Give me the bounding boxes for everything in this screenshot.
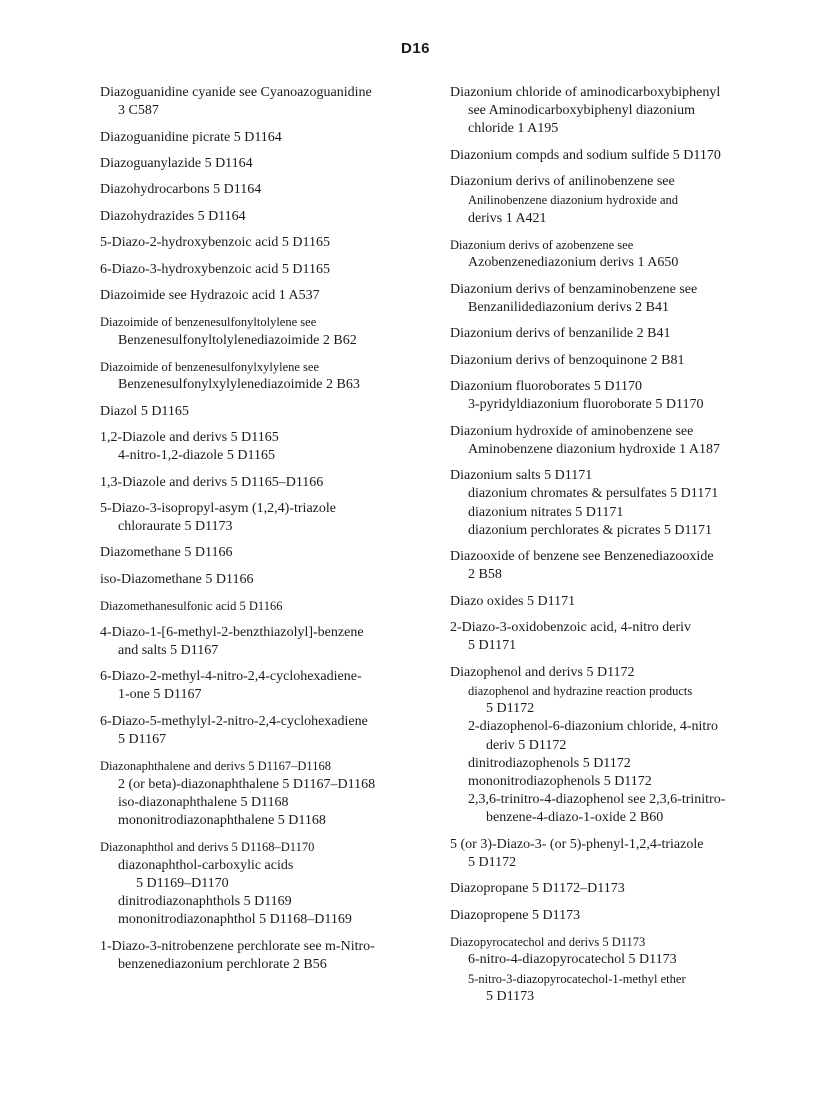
entry-subline: 5-nitro-3-diazopyrocatechol-1-methyl ether	[468, 971, 686, 986]
entry-heading: Diazopyrocatechol and derivs 5 D1173	[450, 935, 646, 950]
entry-heading: Diazohydrazides 5 D1164	[100, 208, 246, 224]
entry-subline: iso-diazonaphthalene 5 D1168	[118, 794, 289, 810]
index-entry	[100, 624, 420, 660]
entry-subline: diazonium chromates & persulfates 5 D1171	[468, 486, 719, 502]
entry-subline: 6-nitro-4-diazopyrocatechol 5 D1173	[468, 952, 677, 968]
entry-heading: Diazonium fluoroborates 5 D1170	[450, 378, 642, 394]
entry-heading: 4-Diazo-1-[6-methyl-2-benzthiazolyl]-benzene	[100, 624, 364, 640]
entry-heading: 2-Diazo-3-oxidobenzoic acid, 4-nitro deriv	[450, 620, 692, 636]
entry-subline: 4-nitro-1,2-diazole 5 D1165	[118, 448, 275, 464]
index-entry	[100, 181, 420, 199]
index-entry	[450, 880, 780, 898]
entry-subline: Benzenesulfonyltolylenediazoimide 2 B62	[118, 332, 357, 348]
index-entry	[100, 429, 420, 465]
index-entry	[450, 933, 780, 1006]
entry-subline: 2-diazophenol-6-diazonium chloride, 4-nitro	[468, 719, 718, 735]
index-entry	[450, 907, 780, 925]
index-entry	[450, 378, 780, 414]
entry-subline: 3 C587	[118, 103, 159, 119]
entry-heading: 5-Diazo-3-isopropyl-asym (1,2,4)-triazole	[100, 500, 336, 516]
entry-subline: benzene-4-diazo-1-oxide 2 B60	[486, 810, 664, 826]
right-column	[450, 84, 780, 1014]
entry-subline: mononitrodiazophenols 5 D1172	[468, 773, 652, 789]
entry-heading: 1,2-Diazole and derivs 5 D1165	[100, 429, 279, 445]
entry-heading: Diazonium derivs of anilinobenzene see	[450, 174, 675, 190]
index-entry	[450, 548, 780, 584]
entry-subline: dinitrodiazonaphthols 5 D1169	[118, 894, 292, 910]
index-entry	[450, 664, 780, 828]
entry-heading: Diazopropene 5 D1173	[450, 907, 581, 923]
index-entry	[450, 173, 780, 228]
entry-heading: Diazonium derivs of benzaminobenzene see	[450, 281, 698, 297]
entry-subline: Benzanilidediazonium derivs 2 B41	[468, 299, 670, 315]
entry-heading: Diazonium chloride of aminodicarboxybiphenyl	[450, 85, 721, 100]
entry-heading: Diazoguanidine cyanide see Cyanoazoguanidine	[100, 85, 372, 100]
entry-heading: Diazonium derivs of benzoquinone 2 B81	[450, 352, 685, 368]
index-entry	[100, 500, 420, 536]
index-entry	[100, 261, 420, 279]
index-entry	[450, 593, 780, 611]
entry-heading: Diazoimide of benzenesulfonylxylylene see	[100, 359, 320, 374]
index-entry	[100, 129, 420, 147]
index-entry	[100, 403, 420, 421]
entry-subline: and salts 5 D1167	[118, 642, 219, 658]
index-entry	[450, 84, 780, 139]
entry-subline: Benzenesulfonylxylylenediazoimide 2 B63	[118, 377, 360, 393]
index-entry	[100, 208, 420, 226]
entry-heading: Diazoguanylazide 5 D1164	[100, 155, 253, 171]
index-entry	[450, 836, 780, 872]
entry-subline: dinitrodiazophenols 5 D1172	[468, 755, 631, 771]
index-entry	[100, 155, 420, 173]
entry-subline: 5 D1172	[486, 701, 535, 717]
entry-subline: chloraurate 5 D1173	[118, 519, 233, 535]
entry-heading: 6-Diazo-3-hydroxybenzoic acid 5 D1165	[100, 261, 331, 277]
index-entry	[450, 467, 780, 540]
entry-heading: iso-Diazomethane 5 D1166	[100, 571, 254, 587]
index-entry	[100, 668, 420, 704]
entry-heading: Diazonium hydroxide of aminobenzene see	[450, 423, 694, 439]
entry-subline: 2 (or beta)-diazonaphthalene 5 D1167–D1168	[118, 776, 376, 792]
entry-heading: Diazooxide of benzene see Benzenediazooxide	[450, 549, 714, 565]
entry-heading: 1-Diazo-3-nitrobenzene perchlorate see m-Nitro-	[100, 938, 375, 954]
entry-subline: see Aminodicarboxybiphenyl diazonium	[468, 103, 696, 119]
entry-heading: Diazopropane 5 D1172–D1173	[450, 881, 625, 897]
index-entry	[100, 358, 420, 394]
entry-heading: Diazonaphthol and derivs 5 D1168–D1170	[100, 840, 315, 855]
index-entry	[450, 325, 780, 343]
entry-subline: Azobenzenediazonium derivs 1 A650	[468, 255, 679, 271]
index-entry	[100, 713, 420, 749]
entry-heading: 6-Diazo-2-methyl-4-nitro-2,4-cyclohexadiene-	[100, 669, 362, 685]
entry-subline: diazonaphthol-carboxylic acids	[118, 857, 294, 873]
entry-subline: chloride 1 A195	[468, 121, 559, 137]
index-entry	[100, 287, 420, 305]
entry-heading: Diazoimide of benzenesulfonyltolylene see	[100, 315, 317, 330]
entry-heading: 5 (or 3)-Diazo-3- (or 5)-phenyl-1,2,4-triazole	[450, 836, 704, 852]
index-entry	[100, 234, 420, 252]
entry-subline: derivs 1 A421	[468, 210, 547, 226]
left-column	[100, 84, 420, 982]
index-entry	[100, 313, 420, 349]
entry-subline: diazonium perchlorates & picrates 5 D1171	[468, 522, 713, 538]
entry-subline: diazophenol and hydrazine reaction products	[468, 683, 693, 698]
entry-heading: Diazonium derivs of azobenzene see	[450, 237, 634, 252]
index-entry	[450, 352, 780, 370]
entry-heading: Diazol 5 D1165	[100, 403, 189, 419]
page-header: D16	[400, 40, 431, 57]
entry-heading: Diazophenol and derivs 5 D1172	[450, 664, 635, 680]
entry-heading: Diazonium compds and sodium sulfide 5 D1170	[450, 147, 721, 163]
entry-subline: 3-pyridyldiazonium fluoroborate 5 D1170	[468, 397, 704, 413]
index-entry	[100, 571, 420, 589]
entry-heading: Diazomethane 5 D1166	[100, 545, 233, 561]
entry-heading: 5-Diazo-2-hydroxybenzoic acid 5 D1165	[100, 235, 331, 251]
entry-heading: 6-Diazo-5-methylyl-2-nitro-2,4-cyclohexadiene	[100, 713, 368, 729]
entry-subline: diazonium nitrates 5 D1171	[468, 504, 624, 520]
entry-subline: 5 D1172	[468, 854, 517, 870]
entry-heading: Diazoguanidine picrate 5 D1164	[100, 129, 282, 145]
index-entry	[100, 757, 420, 830]
entry-subline: Aminobenzene diazonium hydroxide 1 A187	[468, 441, 720, 457]
entry-heading: Diazoimide see Hydrazoic acid 1 A537	[100, 287, 320, 303]
entry-subline: mononitrodiazonaphthol 5 D1168–D1169	[118, 912, 352, 928]
index-entry	[450, 147, 780, 165]
entry-subline: Anilinobenzene diazonium hydroxide and	[468, 193, 679, 208]
entry-subline: mononitrodiazonaphthalene 5 D1168	[118, 813, 326, 829]
entry-subline: 5 D1173	[486, 988, 535, 1004]
entry-heading: Diazonium salts 5 D1171	[450, 468, 593, 484]
index-entry	[100, 938, 420, 974]
entry-heading: 1,3-Diazole and derivs 5 D1165–D1166	[100, 474, 324, 490]
entry-heading: Diazonium derivs of benzanilide 2 B41	[450, 326, 671, 342]
entry-subline: 5 D1169–D1170	[136, 875, 229, 891]
entry-subline: 2,3,6-trinitro-4-diazophenol see 2,3,6-trinitro-	[468, 792, 726, 808]
entry-heading: Diazo oxides 5 D1171	[450, 593, 576, 609]
entry-subline: deriv 5 D1172	[486, 737, 567, 753]
entry-subline: benzenediazonium perchlorate 2 B56	[118, 956, 327, 972]
entry-heading: Diazonaphthalene and derivs 5 D1167–D1168	[100, 759, 331, 774]
index-entry	[450, 281, 780, 317]
entry-heading: Diazomethanesulfonic acid 5 D1166	[100, 599, 283, 614]
index-entry	[100, 474, 420, 492]
entry-heading: Diazohydrocarbons 5 D1164	[100, 182, 262, 198]
index-entry	[450, 423, 780, 459]
index-entry	[100, 597, 420, 615]
index-entry	[100, 838, 420, 929]
entry-subline: 5 D1171	[468, 638, 517, 654]
entry-subline: 2 B58	[468, 567, 502, 583]
entry-subline: 1-one 5 D1167	[118, 687, 202, 703]
index-entry	[450, 619, 780, 655]
index-entry	[100, 84, 420, 120]
index-entry	[100, 544, 420, 562]
entry-subline: 5 D1167	[118, 732, 167, 748]
index-entry	[450, 236, 780, 272]
